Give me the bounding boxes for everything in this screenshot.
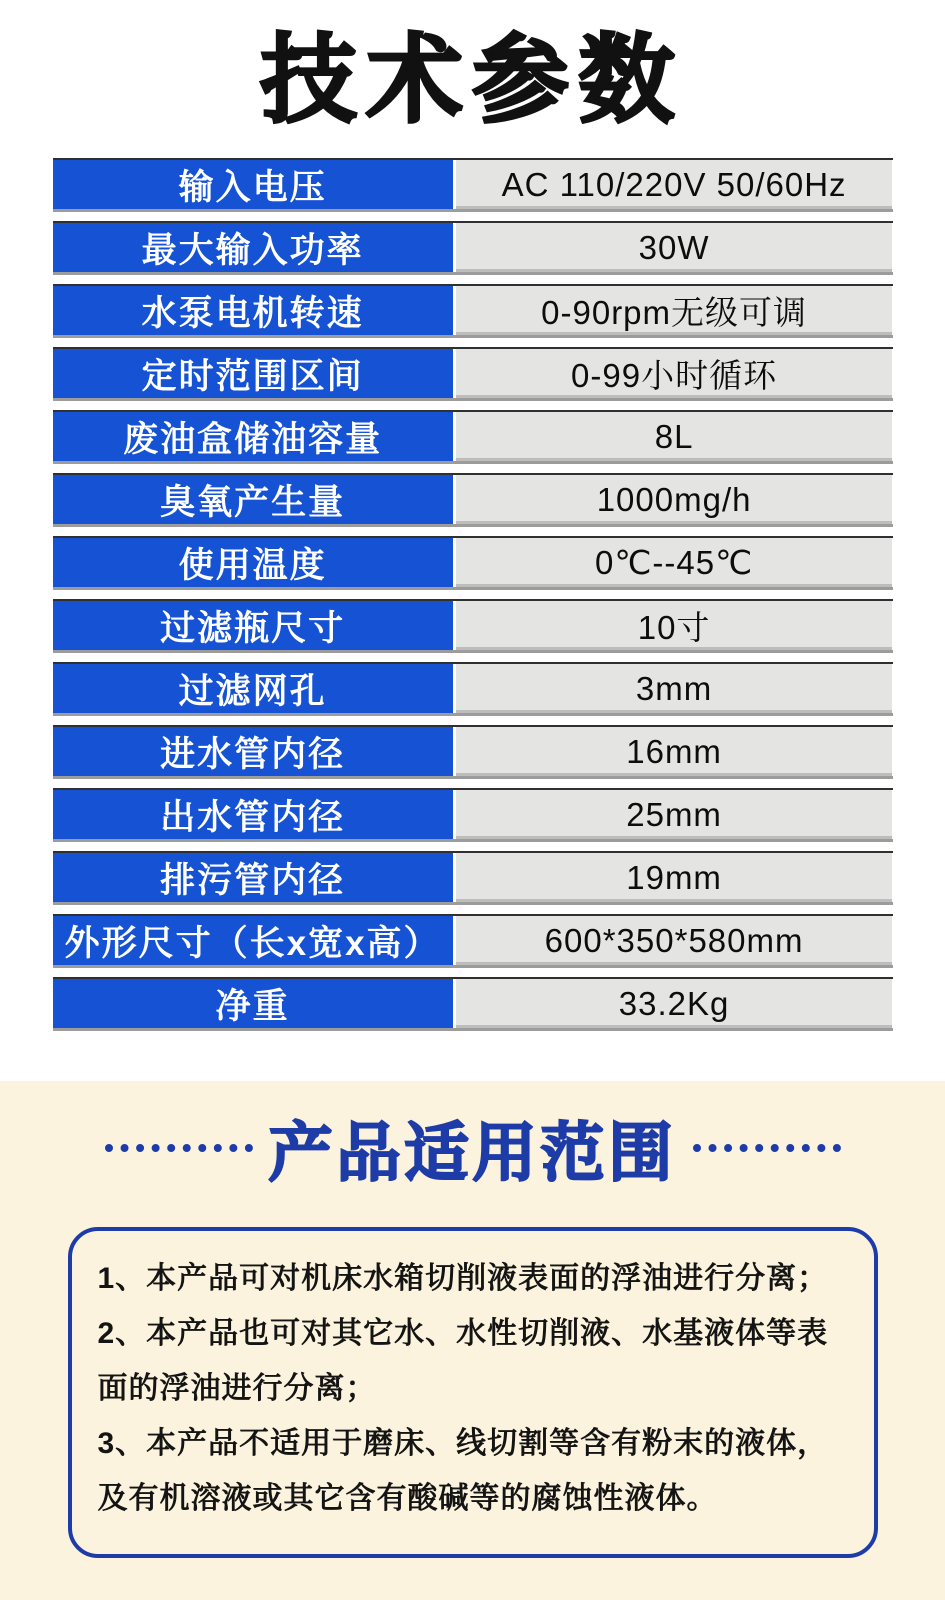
table-row: [53, 158, 893, 212]
notes-box: [68, 1227, 878, 1558]
note-item: 1、本产品可对机床水箱切削液表面的浮油进行分离；: [97, 1262, 829, 1295]
spec-label: 输入电压: [53, 160, 456, 209]
spec-table: [53, 158, 893, 1031]
table-row: [53, 977, 893, 1031]
spec-label: 过滤网孔: [53, 664, 456, 713]
table-row: [53, 725, 893, 779]
table-row: [53, 536, 893, 590]
table-row: [53, 221, 893, 275]
spec-label: 使用温度: [53, 538, 456, 587]
table-row: [53, 662, 893, 716]
table-row: [53, 410, 893, 464]
spec-value: 0-99小时循环: [456, 349, 893, 398]
spec-label: 水泵电机转速: [53, 286, 456, 335]
spec-label: 废油盒储油容量: [53, 412, 456, 461]
spec-value: 0℃--45℃: [456, 538, 893, 587]
table-row: [53, 851, 893, 905]
spec-label: 排污管内径: [53, 853, 456, 902]
spec-value: 30W: [456, 223, 893, 272]
table-row: [53, 788, 893, 842]
table-row: [53, 914, 893, 968]
table-row: [53, 284, 893, 338]
table-row: [53, 599, 893, 653]
spec-value: AC 110/220V 50/60Hz: [456, 160, 893, 209]
spec-label: 定时范围区间: [53, 349, 456, 398]
spec-value: 10寸: [456, 601, 893, 650]
section-title-row: [0, 1105, 945, 1191]
note-item: 3、本产品不适用于磨床、线切割等含有粉末的液体，及有机溶液或其它含有酸碱等的腐蚀性液体。: [97, 1427, 829, 1515]
spec-label: 进水管内径: [53, 727, 456, 776]
spec-label: 出水管内径: [53, 790, 456, 839]
table-row: [53, 347, 893, 401]
spec-value: 0-90rpm无级可调: [456, 286, 893, 335]
page-title: 技术参数: [260, 27, 685, 134]
spec-value: 600*350*580mm: [456, 916, 893, 965]
table-row: [53, 473, 893, 527]
spec-value: 33.2Kg: [456, 979, 893, 1028]
note-item: 2、本产品也可对其它水、水性切削液、水基液体等表面的浮油进行分离；: [97, 1317, 829, 1405]
spec-value: 16mm: [456, 727, 893, 776]
section-title: 产品适用范围: [268, 1117, 677, 1189]
spec-label: 外形尺寸（长x宽x高）: [53, 916, 456, 965]
dotted-divider-left: [105, 1144, 253, 1152]
spec-value: 25mm: [456, 790, 893, 839]
spec-label: 过滤瓶尺寸: [53, 601, 456, 650]
spec-label: 臭氧产生量: [53, 475, 456, 524]
spec-label: 最大输入功率: [53, 223, 456, 272]
spec-label: 净重: [53, 979, 456, 1028]
spec-value: 8L: [456, 412, 893, 461]
spec-value: 1000mg/h: [456, 475, 893, 524]
dotted-divider-right: [693, 1144, 841, 1152]
spec-value: 19mm: [456, 853, 893, 902]
spec-value: 3mm: [456, 664, 893, 713]
applicable-range-section: [0, 1081, 945, 1600]
